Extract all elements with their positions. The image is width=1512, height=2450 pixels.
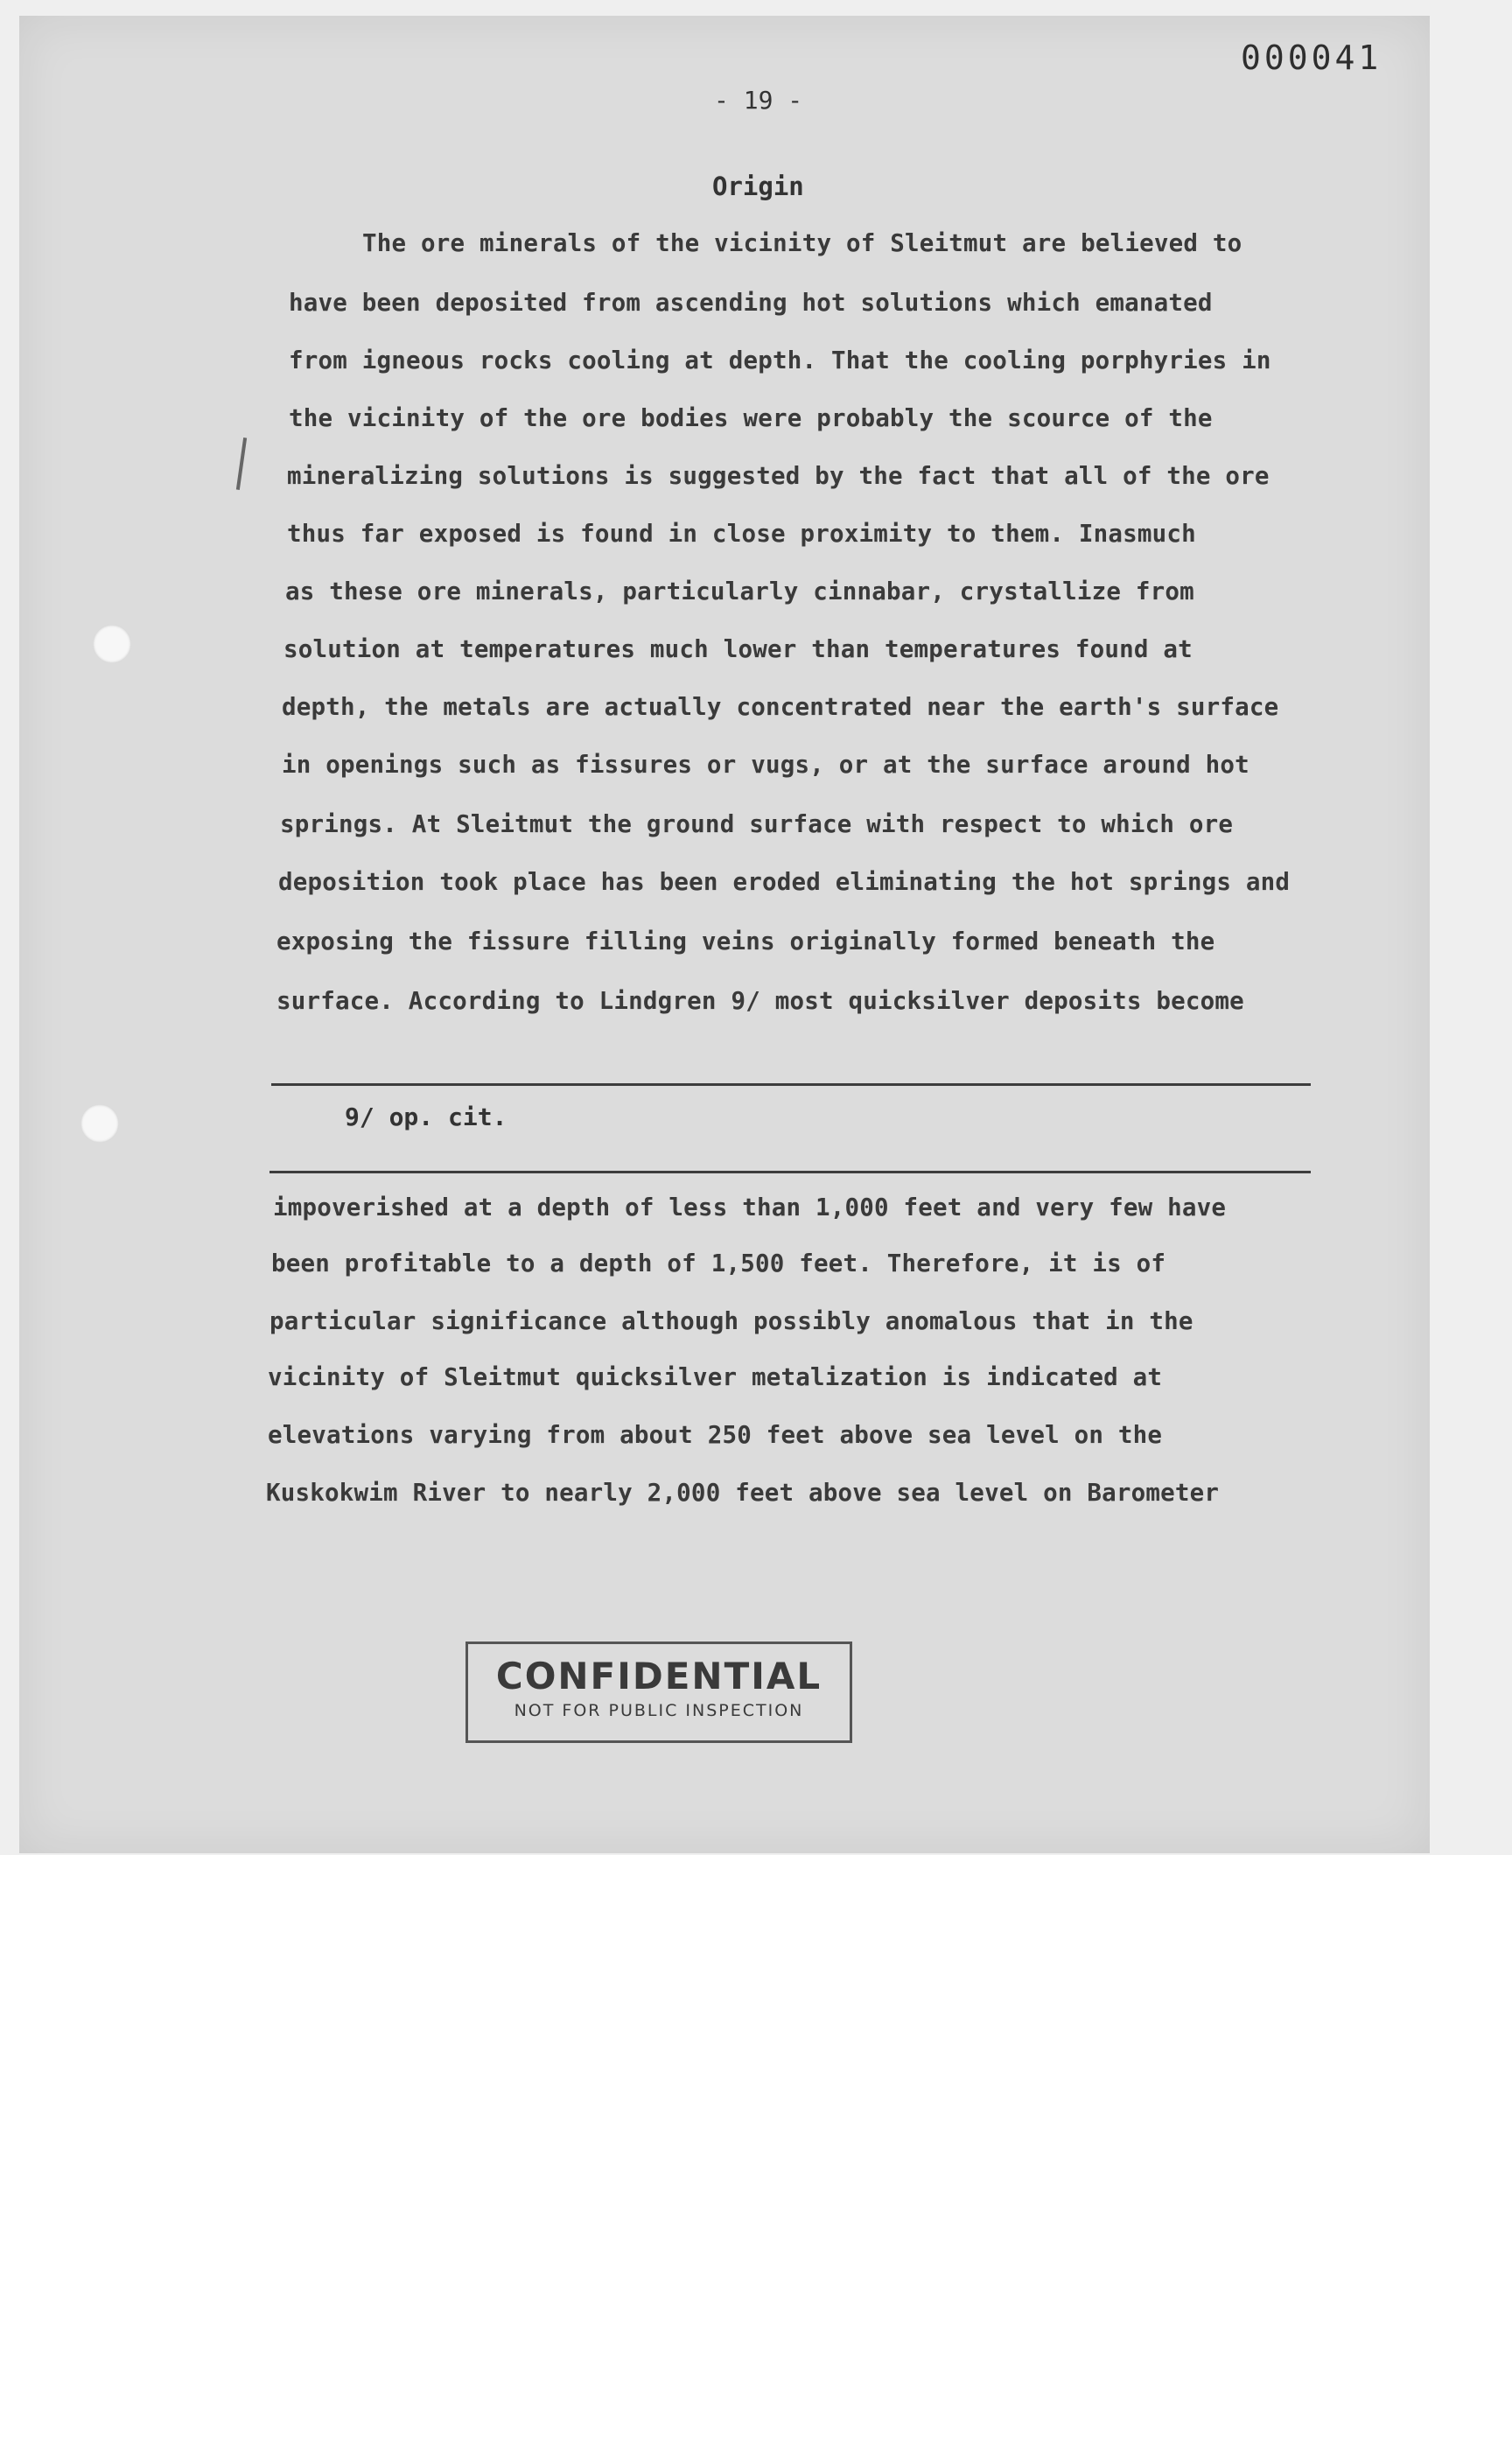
body-line: as these ore minerals, particularly cinnabar, crystallize from xyxy=(285,578,1194,606)
stamp-subtitle: NOT FOR PUBLIC INSPECTION xyxy=(514,1701,804,1720)
body-line: The ore minerals of the vicinity of Sleitmut are believed to xyxy=(362,229,1242,257)
body-line: springs. At Sleitmut the ground surface with respect to which ore xyxy=(280,810,1234,838)
body-line: particular significance although possibly anomalous that in the xyxy=(270,1307,1194,1335)
body-line: solution at temperatures much lower than temperatures found at xyxy=(284,635,1193,663)
body-line: vicinity of Sleitmut quicksilver metalization is indicated at xyxy=(268,1363,1163,1391)
section-heading: Origin xyxy=(712,172,804,201)
punch-hole xyxy=(93,625,131,663)
body-line: impoverished at a depth of less than 1,000 feet and very few have xyxy=(273,1194,1227,1222)
body-line: elevations varying from about 250 feet above sea level on the xyxy=(268,1421,1163,1449)
body-line: surface. According to Lindgren 9/ most quicksilver deposits become xyxy=(276,987,1244,1015)
footnote-rule-top xyxy=(271,1083,1311,1086)
page-number: - 19 - xyxy=(714,86,803,115)
body-line: mineralizing solutions is suggested by the fact that all of the ore xyxy=(287,462,1270,490)
confidential-stamp xyxy=(466,1642,852,1743)
body-line: thus far exposed is found in close proximity to them. Inasmuch xyxy=(287,520,1196,548)
footnote-rule-bottom xyxy=(270,1171,1311,1173)
body-line: the vicinity of the ore bodies were probably the scource of the xyxy=(289,404,1213,432)
body-line: Kuskokwim River to nearly 2,000 feet above sea level on Barometer xyxy=(266,1479,1220,1507)
body-line: exposing the fissure filling veins originally formed beneath the xyxy=(276,928,1215,956)
body-line: deposition took place has been eroded eliminating the hot springs and xyxy=(278,868,1291,896)
body-line: been profitable to a depth of 1,500 feet. Therefore, it is of xyxy=(271,1250,1166,1278)
body-line: depth, the metals are actually concentrated near the earth's surface xyxy=(282,693,1279,721)
punch-hole xyxy=(80,1104,119,1143)
stamp-title: CONFIDENTIAL xyxy=(495,1655,822,1698)
body-line: from igneous rocks cooling at depth. That the cooling porphyries in xyxy=(289,346,1271,374)
footnote: 9/ op. cit. xyxy=(345,1102,508,1131)
body-line: have been deposited from ascending hot solutions which emanated xyxy=(289,289,1213,317)
document-number: 000041 xyxy=(1241,38,1382,77)
body-line: in openings such as fissures or vugs, or at the surface around hot xyxy=(282,751,1250,779)
